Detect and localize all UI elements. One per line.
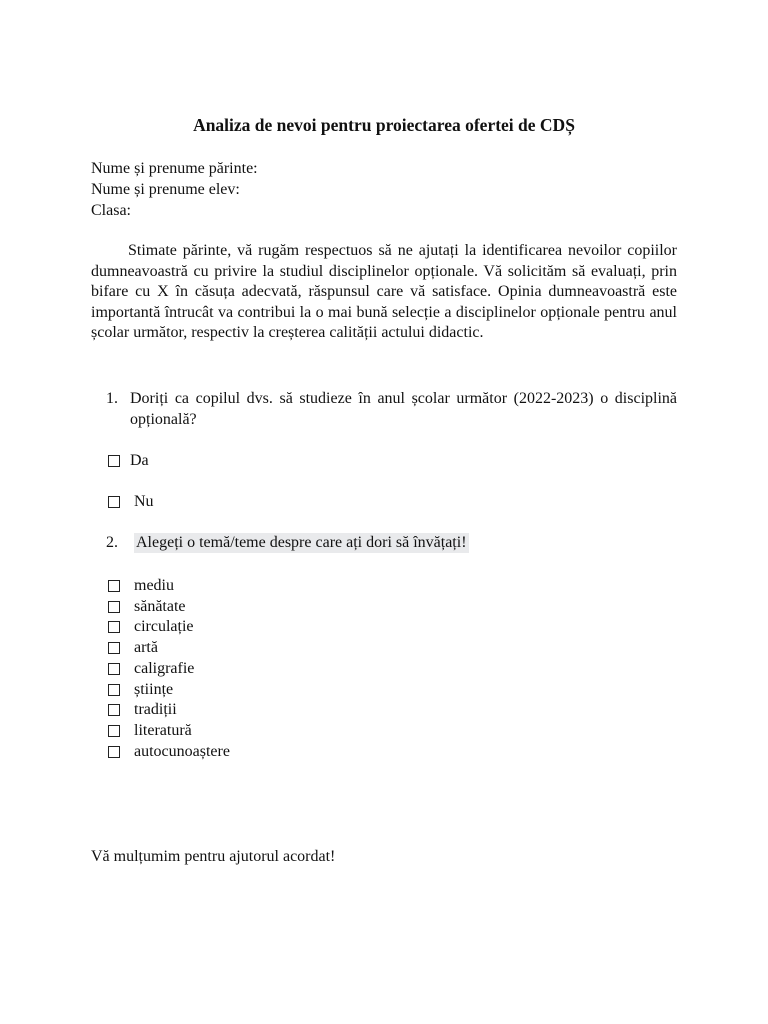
option-da[interactable] bbox=[108, 451, 149, 471]
question-1 bbox=[106, 388, 677, 430]
option-literatura[interactable] bbox=[108, 721, 192, 741]
option-circulatie[interactable] bbox=[108, 617, 194, 637]
option-traditii[interactable] bbox=[108, 700, 177, 720]
option-label: Da bbox=[130, 452, 149, 469]
class-field: Clasa: bbox=[91, 202, 131, 219]
option-label: caligrafie bbox=[134, 660, 195, 677]
checkbox[interactable] bbox=[108, 621, 120, 633]
option-arta[interactable] bbox=[108, 638, 158, 658]
option-caligrafie[interactable] bbox=[108, 659, 194, 679]
checkbox[interactable] bbox=[108, 580, 120, 592]
checkbox[interactable] bbox=[108, 725, 120, 737]
option-mediu[interactable] bbox=[108, 576, 174, 596]
option-label: mediu bbox=[134, 577, 174, 594]
checkbox[interactable] bbox=[108, 663, 120, 675]
checkbox[interactable] bbox=[108, 455, 120, 467]
question-2-number: 2. bbox=[106, 534, 118, 551]
question-2-text: Alegeți o temă/teme despre care ați dori să învățați! bbox=[136, 534, 467, 551]
parent-name-field: Nume și prenume părinte: bbox=[91, 160, 258, 177]
question-1-text: Doriți ca copilul dvs. să studieze în anul școlar următor (2022-2023) o disciplină opțională? bbox=[130, 390, 677, 428]
checkbox[interactable] bbox=[108, 601, 120, 613]
checkbox[interactable] bbox=[108, 704, 120, 716]
closing-note: Vă mulțumim pentru ajutorul acordat! bbox=[91, 848, 336, 865]
checkbox[interactable] bbox=[108, 496, 120, 508]
option-label: tradiții bbox=[134, 701, 177, 718]
option-label: Nu bbox=[134, 493, 154, 510]
option-autocunoastere[interactable] bbox=[108, 742, 230, 762]
checkbox[interactable] bbox=[108, 746, 120, 758]
option-label: circulație bbox=[134, 618, 194, 635]
option-label: științe bbox=[134, 681, 174, 698]
student-name-field: Nume și prenume elev: bbox=[91, 181, 240, 198]
intro-paragraph: Stimate părinte, vă rugăm respectuos să ne ajutați la identificarea nevoilor copiilor dumneavoastră cu privire la studiul disciplinelor opționale. Vă solicităm să evaluați, prin bifare cu X în căsuța adecvată, răspunsul care vă satisface. Opinia dumneavoastră este importantă întrucât va contribui la o mai bună selecție a disciplinelor opționale pentru anul școlar următor, respectiv la creșterea calității actului didactic. bbox=[91, 242, 677, 341]
option-sanatate[interactable] bbox=[108, 597, 186, 617]
question-2 bbox=[106, 532, 469, 553]
option-label: literatură bbox=[134, 722, 192, 739]
option-label: autocunoaștere bbox=[134, 743, 230, 760]
option-stiinte[interactable] bbox=[108, 680, 173, 700]
option-nu[interactable] bbox=[108, 492, 154, 512]
document-title: Analiza de nevoi pentru proiectarea ofertei de CDȘ bbox=[193, 115, 575, 135]
checkbox[interactable] bbox=[108, 642, 120, 654]
option-label: sănătate bbox=[134, 598, 186, 615]
checkbox[interactable] bbox=[108, 684, 120, 696]
option-label: artă bbox=[134, 639, 158, 656]
question-1-number: 1. bbox=[106, 390, 118, 407]
